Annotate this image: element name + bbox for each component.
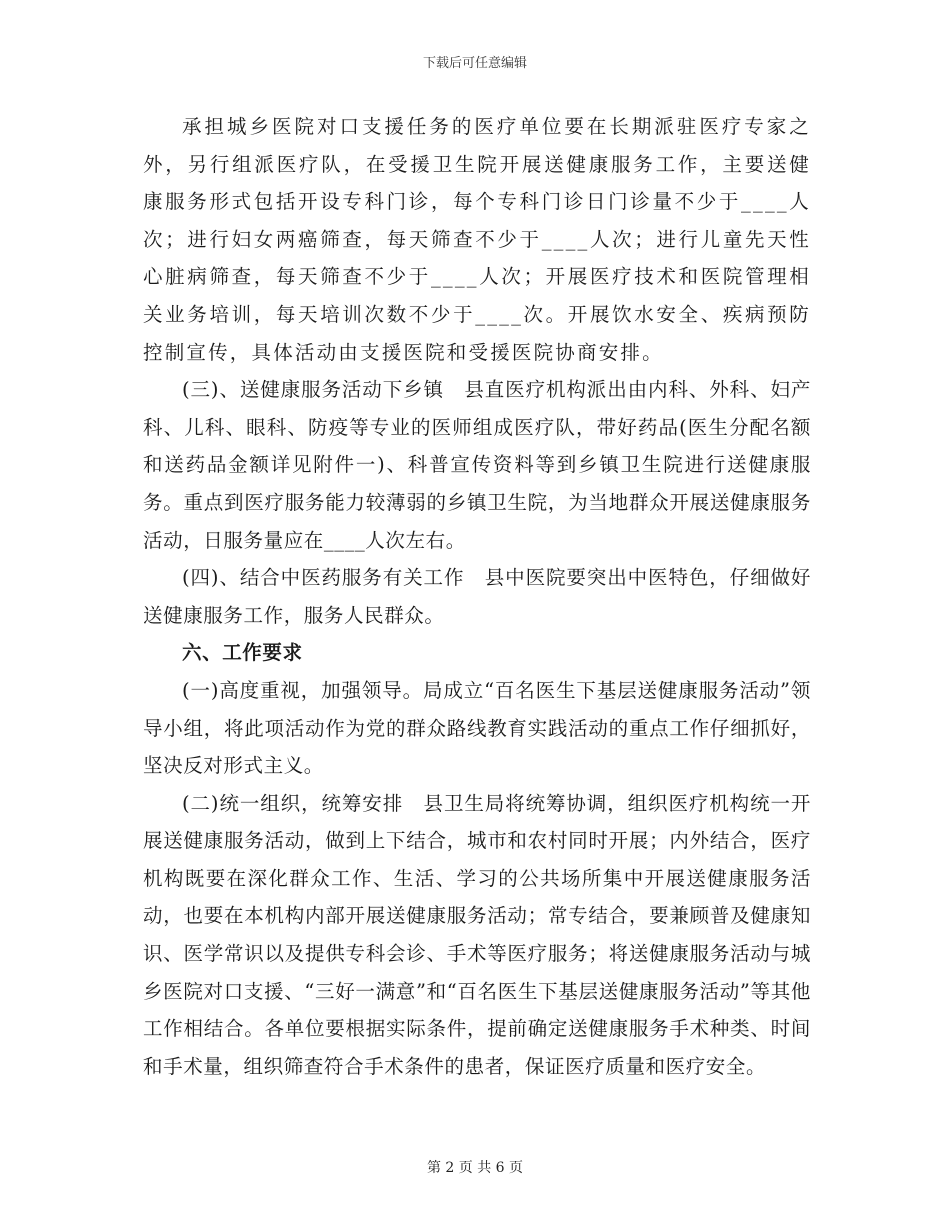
paragraph-requirement-2: (二)统一组织，统筹安排 县卫生局将统筹协调，组织医疗机构统一开展送健康服务活动，做到上下结合，城市和农村同时开展；内外结合，医疗机构既要在深化群众工作、生活、学习的公共场所集中开展送健康服务活动，也要在本机构内部开展送健康服务活动；常专结合，要兼顾普及健康知识、医学常识以及提供专科会诊、手术等医疗服务；将送健康服务活动与城乡医院对口支援、“三好一满意”和“百名医生下基层送健康服务活动”等其他工作相结合。各单位要根据实际条件，提前确定送健康服务手术种类、时间和手术量，组织筛查符合手术条件的患者，保证医疗质量和医疗安全。 [143,791,811,1078]
page-header: 下载后可任意编辑 [422,56,527,71]
section-heading-work-requirements: 六、工作要求 [182,641,303,665]
page-number: 第 2 页 共 6 页 [426,1160,524,1176]
document-body [143,108,811,1085]
paragraph-requirement-1: (一)高度重视，加强领导。局成立“百名医生下基层送健康服务活动”领导小组，将此项活动作为党的群众路线教育实践活动的重点工作仔细抓好，坚决反对形式主义。 [143,678,811,778]
paragraph-section-3: (三)、送健康服务活动下乡镇 县直医疗机构派出由内科、外科、妇产科、儿科、眼科、防疫等专业的医师组成医疗队，带好药品(医生分配名额和送药品金额详见附件一)、科普宣传资料等到乡镇卫生院进行送健康服务。重点到医疗服务能力较薄弱的乡镇卫生院，为当地群众开展送健康服务活动，日服务量应在____人次左右。 [143,378,811,552]
paragraph-section-4: (四)、结合中医药服务有关工作 县中医院要突出中医特色，仔细做好送健康服务工作，服务人民群众。 [143,566,811,627]
paragraph-medical-support: 承担城乡医院对口支援任务的医疗单位要在长期派驻医疗专家之外，另行组派医疗队，在受援卫生院开展送健康服务工作，主要送健康服务形式包括开设专科门诊，每个专科门诊日门诊量不少于____人次；进行妇女两癌筛查，每天筛查不少于____人次；进行儿童先天性心脏病筛查，每天筛查不少于____人次；开展医疗技术和医院管理相关业务培训，每天培训次数不少于____次。开展饮水安全、疾病预防控制宣传，具体活动由支援医院和受援医院协商安排。 [143,115,811,364]
